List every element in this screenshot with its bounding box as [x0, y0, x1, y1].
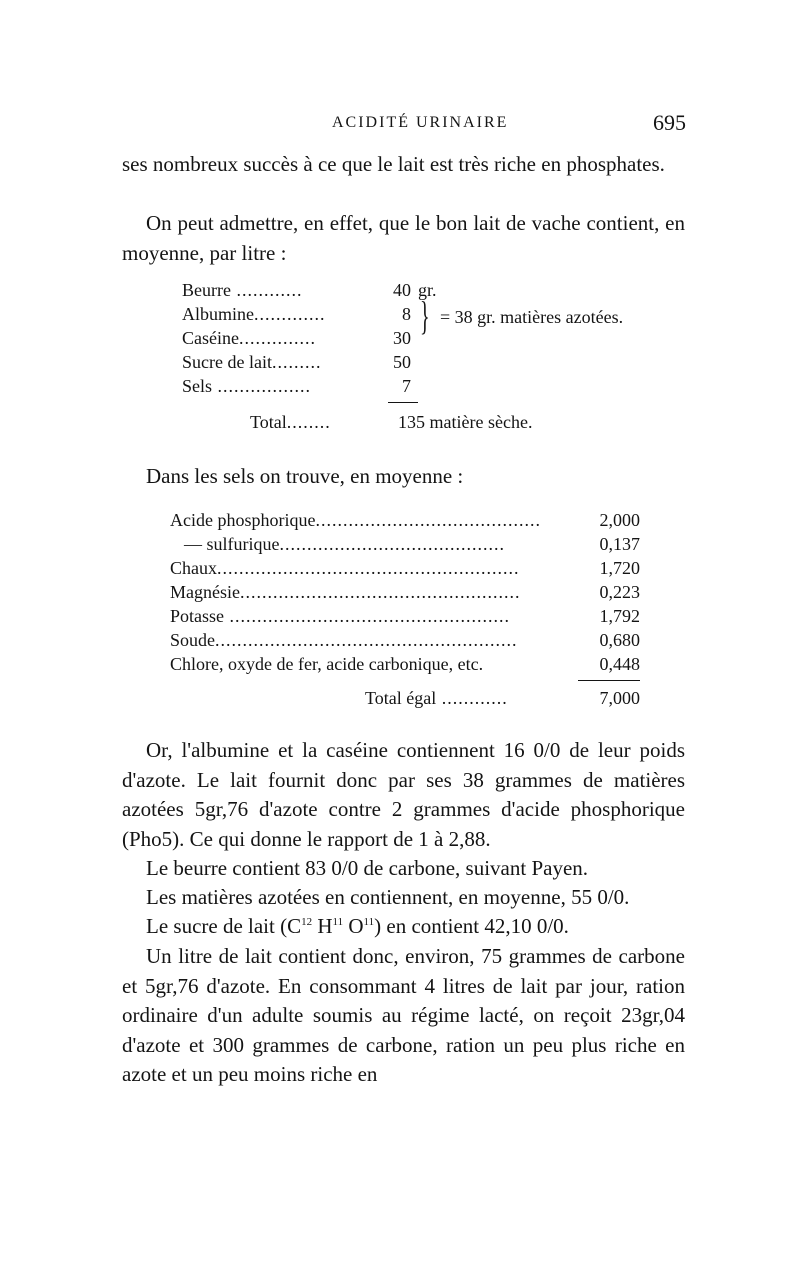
running-title: ACIDITÉ URINAIRE [332, 114, 509, 131]
salt-value: 1,720 [599, 558, 640, 578]
paragraph-5-text: Le beurre contient 83 0/0 de carbone, suivant Payen. [146, 856, 589, 880]
nutrient-value: 50 [393, 352, 411, 372]
salt-label: Acide phosphorique [170, 510, 316, 530]
nutrient-label: Sucre de lait [182, 352, 272, 372]
salt-label: Potasse [170, 606, 224, 626]
sum-rule [388, 402, 418, 403]
paragraph-1 [122, 150, 685, 180]
salt-row [170, 654, 640, 678]
salt-value: 1,792 [599, 606, 640, 626]
brace-note: = 38 gr. matières azotées. [440, 307, 624, 327]
page-number: 695 [653, 110, 686, 135]
paragraph-8-text: Un litre de lait contient donc, environ, 75 grammes de carbone et 5gr,76 d'azote. En consommant 4 litres de lait par jour, ration ordinaire d'un adulte soumis au régime lacté, on reçoit 23gr,04 d'azote et 300 grammes de carbone, ration un peu plus riche en azote et un peu moins riche en [122, 944, 685, 1086]
nutrient-label: Caséine [182, 328, 239, 348]
paragraph-4-text: Or, l'albumine et la caséine contiennent 16 0/0 de leur poids d'azote. Le lait fournit donc par ses 38 grammes de matières azotées 5gr,76 d'azote contre 2 grammes d'acide phosphorique (Pho5). Ce qui donne le rapport de 1 à 2,88. [122, 738, 685, 851]
paragraph-5 [122, 854, 685, 884]
nutrient-label: Sels [182, 376, 213, 396]
paragraph-2 [122, 209, 685, 268]
nutrient-label: Beurre [182, 280, 231, 300]
paragraph-3-text: Dans les sels on trouve, en moyenne : [146, 464, 464, 488]
sum-rule [578, 680, 640, 681]
nutrient-label: Albumine [182, 304, 254, 324]
salt-row: Soude....................................................... 0,680 [170, 630, 640, 650]
salt-total-value: 7,000 [599, 688, 640, 708]
salt-value: 0,137 [599, 534, 640, 554]
salt-label: Magnésie [170, 582, 240, 602]
paragraph-1-text: ses nombreux succès à ce que le lait est très riche en phosphates. [122, 152, 665, 176]
nutrient-value: 7 [402, 376, 411, 396]
paragraph-3 [122, 462, 685, 492]
paragraph-6-text: Les matières azotées en contiennent, en moyenne, 55 0/0. [146, 885, 630, 909]
paragraph-8 [122, 942, 685, 1090]
salt-value: 0,680 [599, 630, 640, 650]
paragraph-4 [122, 736, 685, 854]
curly-brace-icon: } [420, 293, 430, 338]
salt-label: — sulfurique [184, 534, 280, 554]
salt-value: 2,000 [599, 510, 640, 530]
nutrient-unit: gr. [418, 280, 437, 300]
paragraph-6 [122, 883, 685, 913]
salt-label: Soude [170, 630, 215, 650]
salt-row: Chaux....................................................... 1,720 [170, 558, 640, 578]
nutrient-total-value: 135 matière sèche. [398, 412, 533, 432]
nutrient-value: 8 [402, 304, 411, 324]
nutrient-total-label: Total [250, 412, 287, 432]
salt-row: Magnésie................................................... 0,223 [170, 582, 640, 602]
salt-row: — sulfurique......................................... 0,137 [184, 534, 640, 554]
salt-row: Acide phosphorique......................................... 2,000 [170, 510, 640, 530]
page-header [122, 110, 686, 140]
salt-row: Potasse ................................................... 1,792 [170, 606, 640, 626]
nutrient-value: 30 [393, 328, 411, 348]
salt-value: 0,448 [599, 654, 640, 674]
salt-value: 0,223 [599, 582, 640, 602]
salt-label: Chaux [170, 558, 217, 578]
nutrient-value: 40 [393, 280, 411, 300]
paragraph-7: Le sucre de lait ($C^{12}$ $H^{11}$ $O^{11}$) en contient 42,10 0/0. [146, 914, 569, 938]
salt-label: Chlore, oxyde de fer, acide carbonique, etc. [170, 654, 484, 674]
salt-total-label: Total égal [365, 688, 437, 708]
paragraph-2-text: On peut admettre, en effet, que le bon lait de vache contient, en moyenne, par litre : [122, 211, 685, 265]
